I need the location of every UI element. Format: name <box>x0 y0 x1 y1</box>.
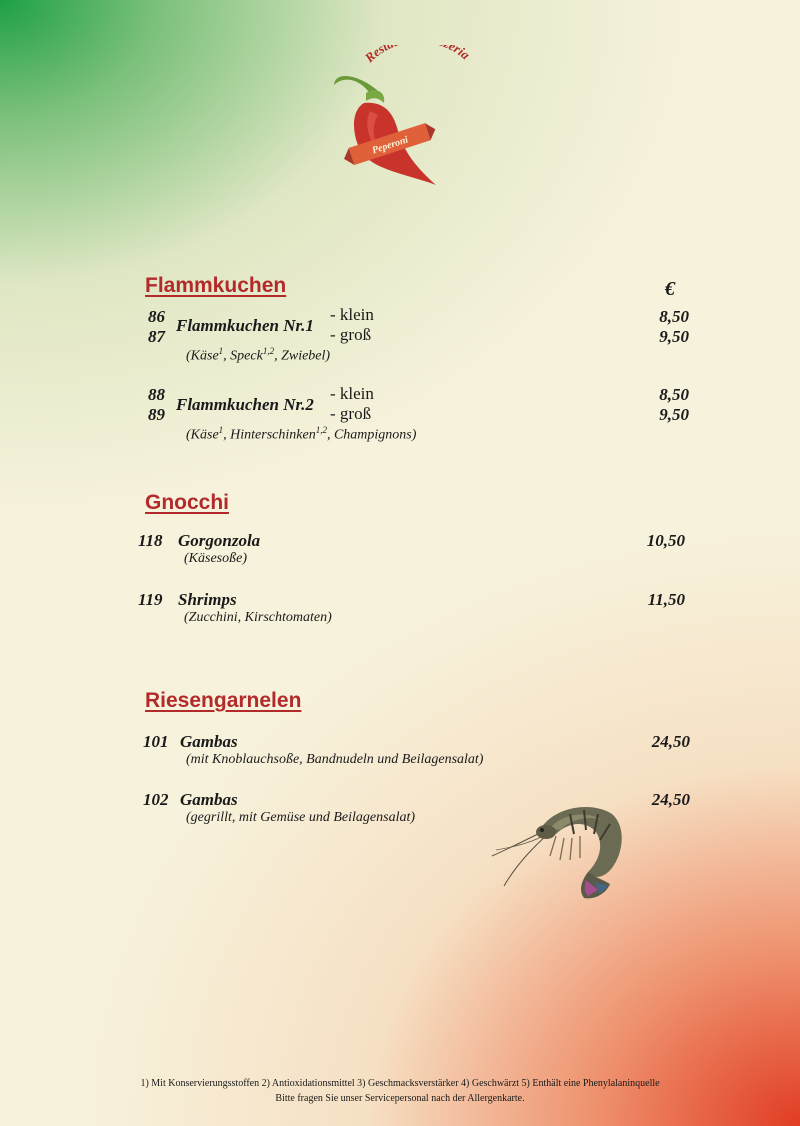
item-price: 9,50 <box>659 327 689 346</box>
allergen-ref: 1 <box>218 425 224 435</box>
item-price: 24,50 <box>651 732 690 751</box>
item-price: 8,50 <box>659 307 689 326</box>
pepper-logo-graphic <box>320 45 480 195</box>
item-description <box>186 346 330 365</box>
item-number: 86 <box>148 307 165 326</box>
restaurant-logo <box>320 45 480 195</box>
item-price: 11,50 <box>647 590 685 609</box>
item-number: 119 <box>138 590 163 609</box>
footer-allergen-note: Bitte fragen Sie unser Servicepersonal nach der Allergenkarte. <box>275 1093 525 1104</box>
item-size: - groß <box>330 325 372 344</box>
section-title-flammkuchen: Flammkuchen <box>145 274 287 297</box>
item-number: 101 <box>143 732 169 751</box>
desc-part: , Hinterschinken <box>223 427 316 443</box>
item-name: Flammkuchen Nr.2 <box>176 395 314 414</box>
section-title-gnocchi: Gnocchi <box>145 491 230 514</box>
item-size: - groß <box>330 404 372 423</box>
item-price: 24,50 <box>651 790 690 809</box>
item-description: (Käsesoße) <box>184 551 247 566</box>
logo-banner-text: Peperoni <box>370 134 410 157</box>
item-price: 10,50 <box>646 531 685 550</box>
section-title-riesengarnelen: Riesengarnelen <box>145 689 302 712</box>
allergen-ref: 1,2 <box>262 346 275 356</box>
item-size: - klein <box>330 384 374 403</box>
item-name: Gambas <box>180 790 238 809</box>
desc-part: , Champignons) <box>326 427 417 443</box>
item-number: 89 <box>148 405 165 424</box>
item-description: (Zucchini, Kirschtomaten) <box>184 610 332 625</box>
item-number: 88 <box>148 385 165 404</box>
shrimp-illustration <box>490 800 630 905</box>
item-name: Gorgonzola <box>178 531 261 550</box>
item-number: 87 <box>148 327 165 346</box>
desc-part: (Käse <box>186 348 219 364</box>
item-name: Shrimps <box>178 590 237 609</box>
item-name: Flammkuchen Nr.1 <box>176 316 314 335</box>
desc-part: , Zwiebel) <box>274 348 331 364</box>
allergen-ref: 1,2 <box>315 425 327 435</box>
item-size: - klein <box>330 305 374 324</box>
currency-header: € <box>665 278 675 300</box>
item-price: 9,50 <box>659 405 689 424</box>
logo-arc-text: Rest eria <box>361 45 473 66</box>
desc-part: (Käse <box>186 427 219 443</box>
item-description <box>186 425 416 444</box>
item-description: (gegrillt, mit Gemüse und Beilagensalat) <box>186 810 416 825</box>
item-name: Gambas <box>180 732 238 751</box>
footer-allergen-legend: 1) Mit Konservierungsstoffen 2) Antioxidationsmittel 3) Geschmacksverstärker 4) Geschwärzt 5) Enthält eine Phenylalaninquelle <box>140 1078 660 1089</box>
item-price: 8,50 <box>659 385 689 404</box>
item-description: (mit Knoblauchsoße, Bandnudeln und Beilagensalat) <box>186 752 484 767</box>
shrimp-icon <box>490 800 630 905</box>
desc-part: , Speck <box>223 348 263 364</box>
item-number: 102 <box>143 790 169 809</box>
item-number: 118 <box>138 531 163 550</box>
allergen-ref: 1 <box>218 346 224 356</box>
